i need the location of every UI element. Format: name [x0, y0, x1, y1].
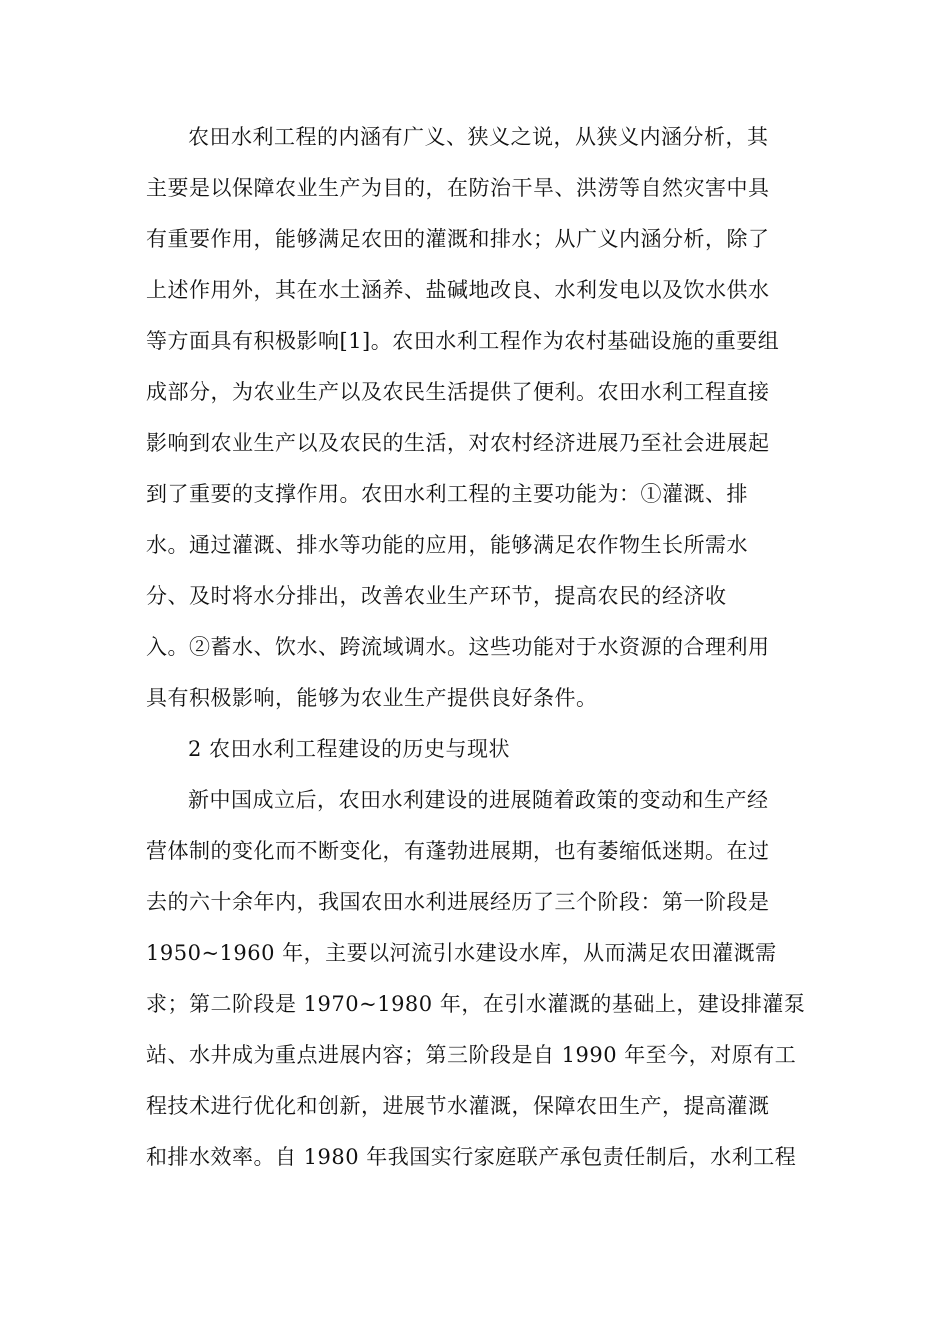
text-line: 具有积极影响，能够为农业生产提供良好条件。 [146, 686, 598, 710]
text-line: 农田水利工程的内涵有广义、狭义之说，从狭义内涵分析，其 [188, 125, 769, 149]
text-line: 等方面具有积极影响[1]。农田水利工程作为农村基础设施的重要组 [146, 329, 780, 353]
text-line: 成部分，为农业生产以及农民生活提供了便利。农田水利工程直接 [146, 380, 770, 404]
text-line: 影响到农业生产以及农民的生活，对农村经济进展乃至社会进展起 [146, 431, 770, 455]
text-line: 水。通过灌溉、排水等功能的应用，能够满足农作物生长所需水 [146, 533, 748, 557]
text-line: 站、水井成为重点进展内容；第三阶段是自 1990 年至今，对原有工 [146, 1043, 797, 1067]
text-line: 营体制的变化而不断变化，有蓬勃进展期，也有萎缩低迷期。在过 [146, 839, 770, 863]
text-line: 有重要作用，能够满足农田的灌溉和排水；从广义内涵分析，除了 [146, 227, 770, 251]
text-line: 上述作用外，其在水土涵养、盐碱地改良、水利发电以及饮水供水 [146, 278, 770, 302]
text-line: 主要是以保障农业生产为目的，在防治干旱、洪涝等自然灾害中具 [146, 176, 770, 200]
text-line: 入。②蓄水、饮水、跨流域调水。这些功能对于水资源的合理利用 [146, 635, 770, 659]
text-line: 新中国成立后，农田水利建设的进展随着政策的变动和生产经 [188, 788, 769, 812]
text-line: 去的六十余年内，我国农田水利进展经历了三个阶段：第一阶段是 [146, 890, 770, 914]
section-heading: 2 农田水利工程建设的历史与现状 [188, 737, 511, 761]
text-line: 和排水效率。自 1980 年我国实行家庭联产承包责任制后，水利工程 [146, 1145, 797, 1169]
text-line: 程技术进行优化和创新，进展节水灌溉，保障农田生产，提高灌溉 [146, 1094, 770, 1118]
text-line: 1950~1960 年，主要以河流引水建设水库，从而满足农田灌溉需 [146, 941, 777, 965]
text-line: 分、及时将水分排出，改善农业生产环节，提高农民的经济收 [146, 584, 727, 608]
text-line: 到了重要的支撑作用。农田水利工程的主要功能为：①灌溉、排 [146, 482, 748, 506]
text-line: 求；第二阶段是 1970~1980 年，在引水灌溉的基础上，建设排灌泵 [146, 992, 806, 1016]
